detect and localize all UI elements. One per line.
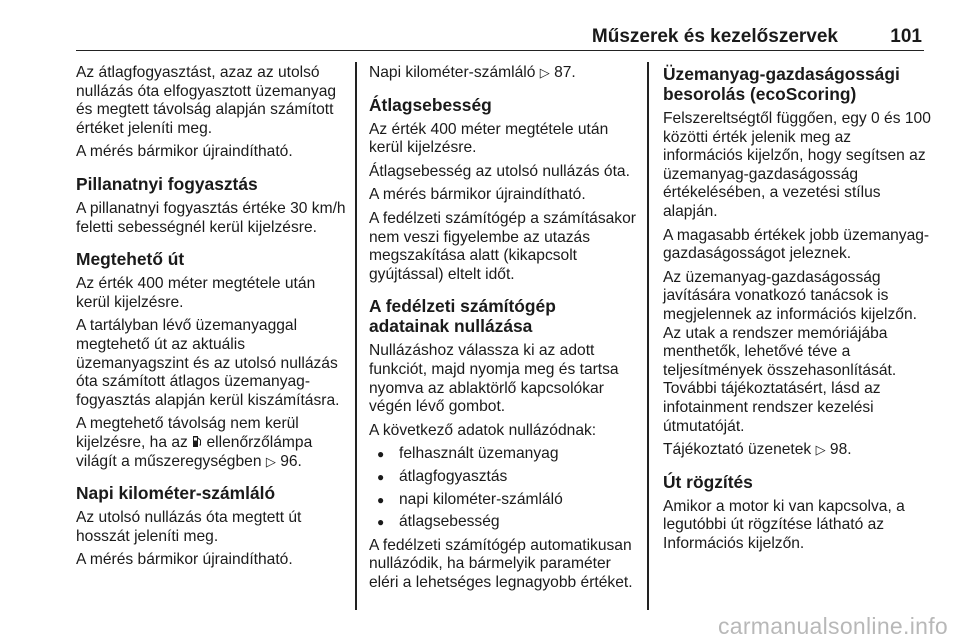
column-middle — [369, 64, 639, 597]
paragraph: A mérés bármikor újraindítható. — [76, 143, 293, 161]
paragraph: Az üzemanyag-gazdaságosság javítására vonatkozó tanácsok is megjelennek az információs kijelzőn. Az utak a rendszer memóriájába menthetők, lehetővé téve a teljesítmények összehasonlítását. További tájékoztatásért, lásd az infotainment rendszer kezelési útmutatóját. — [663, 268, 917, 435]
page-number: 101 — [890, 26, 922, 47]
watermark: carmanualsonline.info — [717, 613, 948, 639]
text-span: Tájékoztató üzenetek — [663, 441, 812, 459]
page-reference[interactable]: 98. — [829, 441, 852, 459]
section-heading: Napi kilométer-számláló — [76, 483, 276, 504]
page-reference[interactable]: 96. — [280, 452, 302, 470]
paragraph: Az utolsó nullázás óta megtett út hosszát jeleníti meg. — [76, 509, 302, 545]
text-span: A megtehető távolság nem kerül kijelzésre, ha az — [76, 415, 299, 451]
fuel-lamp-icon — [192, 435, 202, 448]
column-divider — [355, 62, 357, 610]
page-reference-icon: ▷ — [265, 453, 276, 469]
section-heading: Út rögzítés — [663, 471, 753, 492]
column-divider — [647, 62, 649, 610]
column-left — [76, 64, 346, 575]
section-heading: Üzemanyag-gazdaságossági besorolás (ecoScoring) — [663, 64, 900, 104]
paragraph: Az érték 400 méter megtétele után kerül kijelzésre. — [369, 120, 609, 157]
list-item: ● átlagsebesség — [369, 513, 639, 532]
column-right — [663, 64, 935, 558]
paragraph: A mérés bármikor újraindítható. — [76, 551, 293, 569]
text-span: ellenőrzőlámpa világít a műszeregységben — [76, 433, 313, 470]
chapter-title: Műszerek és kezelőszervek — [591, 26, 838, 47]
paragraph: Az érték 400 méter megtétele után kerül kijelzésre. — [76, 275, 316, 311]
section-heading: A fedélzeti számítógép adatainak nullázása — [369, 296, 556, 337]
paragraph: A tartályban lévő üzemanyaggal megtehető út az aktuális üzemanyagszint és az utolsó nullázás óta számított átlagos üzemanyag-fogyasztás alapján kerül kiszámításra. — [76, 317, 340, 409]
section-heading: Pillanatnyi fogyasztás — [76, 173, 258, 194]
page-reference[interactable]: 87. — [554, 64, 576, 81]
paragraph: A pillanatnyi fogyasztás értéke 30 km/h feletti sebességnél kerül kijelzésre. — [76, 199, 346, 236]
section-heading: Megtehető út — [76, 249, 185, 270]
page-header — [76, 20, 924, 51]
paragraph — [76, 415, 346, 471]
paragraph: A következő adatok nullázódnak: — [369, 421, 597, 439]
text-span: Napi kilométer-számláló — [369, 64, 536, 81]
page-reference-icon: ▷ — [815, 442, 826, 458]
paragraph: A magasabb értékek jobb üzemanyag-gazdaságosságot jeleznek. — [663, 226, 930, 263]
paragraph: Amikor a motor ki van kapcsolva, a legutóbbi út rögzítése látható az Információs kijelzőn. — [663, 497, 905, 552]
paragraph: A mérés bármikor újraindítható. — [369, 186, 586, 204]
paragraph: Felszereltségtől függően, egy 0 és 100 közötti érték jelenik meg az információs kijelzőn, hogy segítsen az üzemanyag-gazdaságosság értékelésében, a vezetési stílus alapján. — [663, 110, 931, 220]
paragraph: A fedélzeti számítógép a számításakor nem veszi figyelembe az utazás megszakítása alatt (kikapcsolt gyújtással) eltelt időt. — [369, 209, 636, 283]
section-heading: Átlagsebesség — [369, 94, 492, 115]
paragraph: Nullázáshoz válassza ki az adott funkciót, majd nyomja meg és tartsa nyomva az ablaktörlő kapcsolókar végén lévő gombot. — [369, 342, 619, 416]
paragraph — [663, 441, 935, 460]
list-item: ● felhasznált üzemanyag — [369, 445, 639, 464]
reset-items-list — [369, 445, 639, 531]
page-reference-icon: ▷ — [539, 65, 550, 80]
paragraph: Az átlagfogyasztást, azaz az utolsó nullázás óta elfogyasztott üzemanyag és megtett távolság alapján számított értéket jeleníti meg. — [76, 64, 337, 137]
list-item: ● átlagfogyasztás — [369, 468, 639, 487]
paragraph: A fedélzeti számítógép automatikusan nullázódik, ha bármelyik paraméter eléri a lehetséges legnagyobb értéket. — [369, 536, 633, 591]
paragraph — [369, 64, 639, 83]
paragraph: Átlagsebesség az utolsó nullázás óta. — [369, 162, 630, 180]
list-item: ● napi kilométer-számláló — [369, 491, 639, 510]
